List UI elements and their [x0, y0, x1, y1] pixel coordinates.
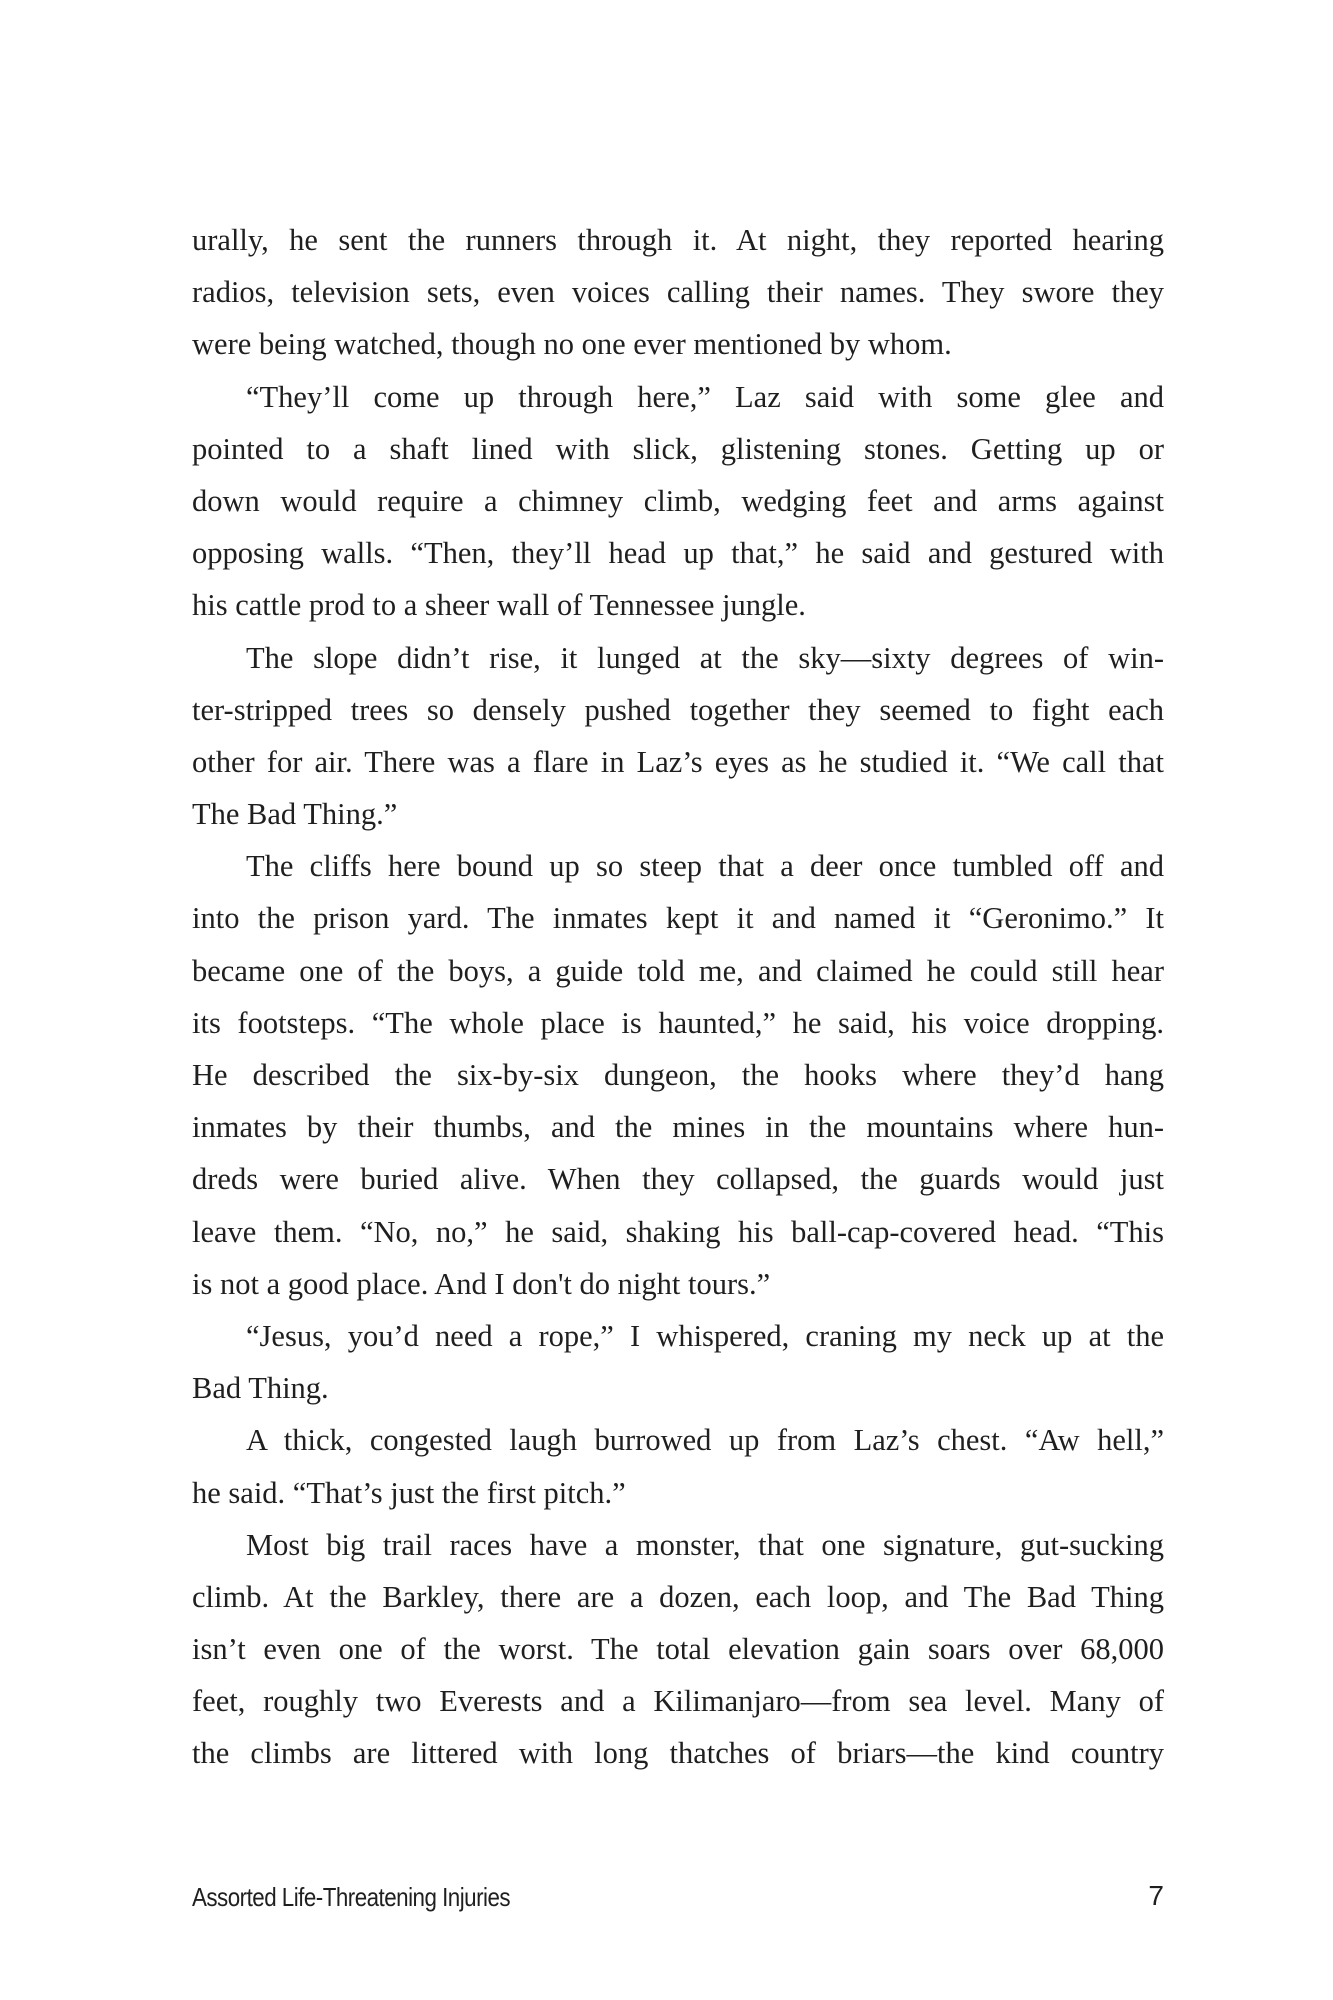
text-line: the climbs are littered with long thatches of briars—the kind country — [192, 1736, 1164, 1771]
text-line: The Bad Thing.” — [192, 797, 398, 832]
text-line: is not a good place. And I don't do night tours.” — [192, 1266, 771, 1301]
text-line: his cattle prod to a sheer wall of Tennessee jungle. — [192, 588, 806, 623]
text-line: feet, roughly two Everests and a Kilimanjaro—from sea level. Many of — [192, 1684, 1164, 1719]
text-line: “They’ll come up through here,” Laz said with some glee and — [246, 379, 1164, 414]
text-line: radios, television sets, even voices calling their names. They swore they — [192, 275, 1164, 310]
text-line: became one of the boys, a guide told me, and claimed he could still hear — [192, 953, 1164, 988]
page-number: 7 — [1148, 1880, 1164, 1911]
text-line: Bad Thing. — [192, 1371, 329, 1406]
text-line: opposing walls. “Then, they’ll head up that,” he said and gestured with — [192, 536, 1164, 571]
text-line: pointed to a shaft lined with slick, glistening stones. Getting up or — [192, 431, 1164, 466]
text-line: dreds were buried alive. When they collapsed, the guards would just — [192, 1162, 1164, 1197]
text-line: its footsteps. “The whole place is haunted,” he said, his voice dropping. — [192, 1005, 1164, 1040]
text-line: isn’t even one of the worst. The total elevation gain soars over 68,000 — [192, 1632, 1164, 1667]
text-line: were being watched, though no one ever mentioned by whom. — [192, 327, 952, 362]
text-line: He described the six-by-six dungeon, the hooks where they’d hang — [192, 1058, 1164, 1092]
text-line: urally, he sent the runners through it. At night, they reported hearing — [192, 223, 1164, 257]
text-line: The slope didn’t rise, it lunged at the sky—sixty degrees of win- — [246, 640, 1164, 675]
text-line: A thick, congested laugh burrowed up from Laz’s chest. “Aw hell,” — [246, 1423, 1164, 1458]
text-line: leave them. “No, no,” he said, shaking his ball-cap-covered head. “This — [192, 1214, 1164, 1249]
text-line: “Jesus, you’d need a rope,” I whispered, craning my neck up at the — [246, 1318, 1164, 1353]
text-line: climb. At the Barkley, there are a dozen, each loop, and The Bad Thing — [192, 1579, 1164, 1614]
running-title: Assorted Life-Threatening Injuries — [192, 1882, 511, 1912]
text-line: into the prison yard. The inmates kept it and named it “Geronimo.” It — [192, 901, 1164, 936]
text-line: ter-stripped trees so densely pushed together they seemed to fight each — [192, 692, 1164, 727]
text-line: inmates by their thumbs, and the mines in the mountains where hun- — [192, 1110, 1164, 1145]
body-text — [192, 214, 1164, 1780]
text-line: other for air. There was a flare in Laz’s eyes as he studied it. “We call that — [192, 744, 1164, 779]
text-line: Most big trail races have a monster, that one signature, gut-sucking — [246, 1527, 1164, 1562]
text-line: he said. “That’s just the first pitch.” — [192, 1475, 626, 1510]
text-line: down would require a chimney climb, wedging feet and arms against — [192, 483, 1164, 518]
text-line: The cliffs here bound up so steep that a deer once tumbled off and — [246, 849, 1164, 884]
